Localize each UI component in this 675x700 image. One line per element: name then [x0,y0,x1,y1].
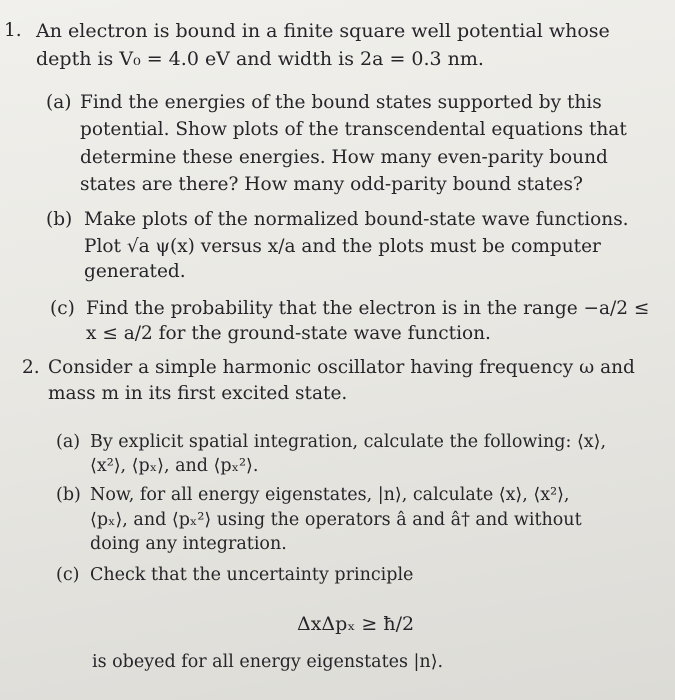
part-label: (a) [46,92,72,113]
part-text-line: determine these energies. How many even-parity bound [80,147,608,168]
problem-1-line-1: An electron is bound in a finite square well potential whose [36,20,610,42]
problem-2-line-1: Consider a simple harmonic oscillator having frequency ω and [48,357,635,378]
part-text-line: states are there? How many odd-parity bound states? [80,174,583,195]
part-text-line: ⟨x²⟩, ⟨pₓ⟩, and ⟨pₓ²⟩. [90,456,259,476]
part-text-line: Plot √a ψ(x) versus x/a and the plots must be computer [84,236,601,257]
part-text-line: Find the probability that the electron is in the range −a/2 ≤ [86,298,650,319]
part-text-line: Make plots of the normalized bound-state wave functions. [84,209,629,230]
part-text-line: potential. Show plots of the transcendental equations that [80,119,627,140]
part-text-line: ⟨pₓ⟩, and ⟨pₓ²⟩ using the operators â and â† and without [90,510,582,530]
problem-2-number: 2. [22,357,40,378]
problem-2-line-2: mass m in its first excited state. [48,383,348,404]
part-label: (c) [56,565,80,585]
part-label: (a) [56,432,81,452]
part-text-line: generated. [84,261,186,282]
part-text-line: Find the energies of the bound states supported by this [80,92,602,113]
part-label: (c) [50,298,75,319]
part-text-line: By explicit spatial integration, calculate the following: ⟨x⟩, [90,432,607,452]
part-text-line: is obeyed for all energy eigenstates |n⟩. [92,652,444,672]
problem-1-line-2: depth is V₀ = 4.0 eV and width is 2a = 0.3 nm. [36,48,484,70]
part-label: (b) [46,209,73,230]
part-text-line: Now, for all energy eigenstates, |n⟩, calculate ⟨x⟩, ⟨x²⟩, [90,485,570,505]
part-text-line: Check that the uncertainty principle [90,565,414,585]
part-text-line: x ≤ a/2 for the ground-state wave function. [86,323,491,344]
uncertainty-equation: ΔxΔpₓ ≥ ħ/2 [297,613,415,635]
problem-1-number: 1. [4,20,22,41]
part-text-line: doing any integration. [90,534,287,554]
part-label: (b) [56,485,81,505]
